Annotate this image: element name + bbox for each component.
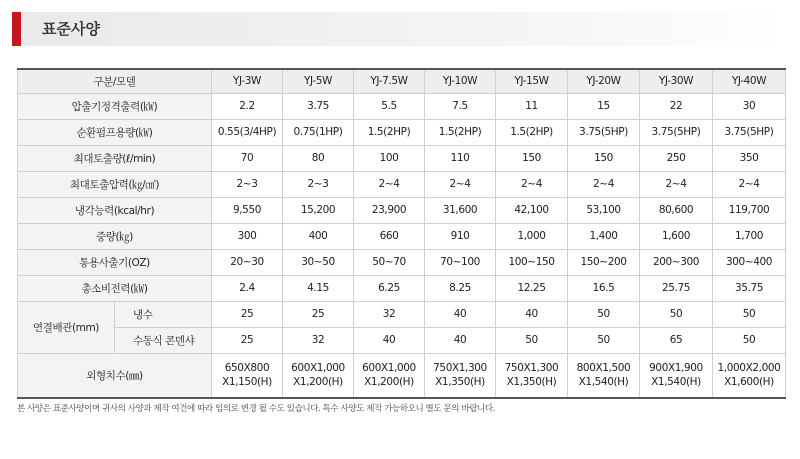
table-cell: 12.25 bbox=[496, 275, 568, 301]
table-row bbox=[18, 275, 786, 301]
dimension-line: X1,200(H) bbox=[293, 376, 343, 389]
table-cell: 53,100 bbox=[568, 197, 640, 223]
table-cell: 2~3 bbox=[212, 171, 283, 197]
table-cell: 25 bbox=[283, 301, 354, 327]
table-row bbox=[18, 197, 786, 223]
dimension-line: X1,350(H) bbox=[435, 376, 485, 389]
table-cell: 3.75(5HP) bbox=[640, 119, 713, 145]
section-title: 표준사양 bbox=[42, 20, 100, 38]
table-cell: 16.5 bbox=[568, 275, 640, 301]
table-cell: 40 bbox=[425, 301, 496, 327]
dimension-line: 650X800 bbox=[224, 362, 270, 375]
table-row bbox=[18, 327, 786, 353]
table-row bbox=[18, 223, 786, 249]
table-cell: 42,100 bbox=[496, 197, 568, 223]
model-header: YJ-7.5W bbox=[354, 69, 425, 93]
dimension-line: 800X1,500 bbox=[576, 362, 631, 375]
table-cell: 200~300 bbox=[640, 249, 713, 275]
table-cell bbox=[212, 353, 283, 398]
table-cell bbox=[354, 353, 425, 398]
dimension-line: X1,600(H) bbox=[724, 376, 774, 389]
table-row bbox=[18, 249, 786, 275]
table-cell: 1.5(2HP) bbox=[354, 119, 425, 145]
table-cell bbox=[283, 353, 354, 398]
table-cell: 2.4 bbox=[212, 275, 283, 301]
table-row bbox=[18, 353, 786, 398]
connection-label: 연결배관(mm) bbox=[18, 301, 115, 353]
table-cell: 119,700 bbox=[713, 197, 786, 223]
model-header: YJ-20W bbox=[568, 69, 640, 93]
table-cell bbox=[568, 353, 640, 398]
dimension-line: X1,540(H) bbox=[651, 376, 701, 389]
table-cell: 5.5 bbox=[354, 93, 425, 119]
table-cell: 400 bbox=[283, 223, 354, 249]
table-cell: 32 bbox=[283, 327, 354, 353]
table-cell: 2~4 bbox=[496, 171, 568, 197]
model-header: YJ-5W bbox=[283, 69, 354, 93]
table-cell: 2~4 bbox=[354, 171, 425, 197]
table-cell: 15 bbox=[568, 93, 640, 119]
table-cell: 2~4 bbox=[425, 171, 496, 197]
model-header: YJ-3W bbox=[212, 69, 283, 93]
table-row bbox=[18, 301, 786, 327]
table-cell: 25.75 bbox=[640, 275, 713, 301]
title-accent-mark bbox=[12, 12, 21, 46]
table-cell: 20~30 bbox=[212, 249, 283, 275]
subrow-label: 수동식 콘덴샤 bbox=[115, 327, 212, 353]
table-cell: 660 bbox=[354, 223, 425, 249]
subrow-label: 냉수 bbox=[115, 301, 212, 327]
spec-table bbox=[17, 68, 786, 399]
table-header-row bbox=[18, 69, 786, 93]
dimension-line: 600X1,000 bbox=[291, 362, 345, 375]
table-cell: 50 bbox=[713, 327, 786, 353]
table-cell: 150 bbox=[568, 145, 640, 171]
dimension-line: X1,200(H) bbox=[364, 376, 414, 389]
table-cell: 0.55(3/4HP) bbox=[212, 119, 283, 145]
row-label: 최대토출량(ℓ/min) bbox=[18, 145, 212, 171]
model-header: YJ-15W bbox=[496, 69, 568, 93]
section-title-bar bbox=[12, 12, 788, 46]
table-cell: 150 bbox=[496, 145, 568, 171]
dimension-line: X1,350(H) bbox=[506, 376, 557, 389]
table-cell bbox=[425, 353, 496, 398]
footnote: 본 사양은 표준사양이며 귀사의 사양과 제작 여건에 따라 임의로 변경 될 수도 있습니다. 특수 사양도 제작 가능하오니 별도 문의 바랍니다. bbox=[17, 404, 495, 414]
table-cell: 2~3 bbox=[283, 171, 354, 197]
table-cell: 910 bbox=[425, 223, 496, 249]
table-cell: 1,600 bbox=[640, 223, 713, 249]
dimension-line: 750X1,300 bbox=[504, 362, 559, 375]
table-cell bbox=[496, 353, 568, 398]
row-label: 냉각능력(kcal/hr) bbox=[18, 197, 212, 223]
table-cell: 1,400 bbox=[568, 223, 640, 249]
table-cell: 23,900 bbox=[354, 197, 425, 223]
table-row bbox=[18, 119, 786, 145]
table-cell: 40 bbox=[425, 327, 496, 353]
row-label: 통용사출기(OZ) bbox=[18, 249, 212, 275]
table-row bbox=[18, 171, 786, 197]
header-label: 구분/모델 bbox=[18, 69, 212, 93]
table-cell: 32 bbox=[354, 301, 425, 327]
table-cell: 250 bbox=[640, 145, 713, 171]
model-header: YJ-30W bbox=[640, 69, 713, 93]
model-header: YJ-40W bbox=[713, 69, 786, 93]
table-cell: 80,600 bbox=[640, 197, 713, 223]
table-cell: 35.75 bbox=[713, 275, 786, 301]
table-cell: 50 bbox=[496, 327, 568, 353]
table-cell: 3.75(5HP) bbox=[713, 119, 786, 145]
table-cell: 40 bbox=[354, 327, 425, 353]
table-row bbox=[18, 145, 786, 171]
dimension-line: 900X1,900 bbox=[649, 362, 703, 375]
row-label: 외형치수(㎜) bbox=[18, 353, 212, 398]
table-cell bbox=[713, 353, 786, 398]
table-cell: 100 bbox=[354, 145, 425, 171]
dimension-line: 600X1,000 bbox=[362, 362, 416, 375]
row-label: 중량(㎏) bbox=[18, 223, 212, 249]
dimension-line: 1,000X2,000 bbox=[717, 362, 781, 375]
table-cell: 80 bbox=[283, 145, 354, 171]
model-header: YJ-10W bbox=[425, 69, 496, 93]
dimension-line: X1,540(H) bbox=[578, 376, 629, 389]
table-cell: 31,600 bbox=[425, 197, 496, 223]
row-label: 총소비전력(㎾) bbox=[18, 275, 212, 301]
dimension-line: X1,150(H) bbox=[222, 376, 272, 389]
row-label: 순환펌프용량(㎾) bbox=[18, 119, 212, 145]
table-cell: 30~50 bbox=[283, 249, 354, 275]
table-cell: 350 bbox=[713, 145, 786, 171]
table-cell: 300 bbox=[212, 223, 283, 249]
table-cell: 1.5(2HP) bbox=[425, 119, 496, 145]
table-cell: 1.5(2HP) bbox=[496, 119, 568, 145]
dimension-line: 750X1,300 bbox=[433, 362, 487, 375]
table-cell: 70 bbox=[212, 145, 283, 171]
row-label: 최대토출압력(㎏/㎠) bbox=[18, 171, 212, 197]
row-label: 압출기정격출력(㎾) bbox=[18, 93, 212, 119]
table-cell: 2~4 bbox=[640, 171, 713, 197]
table-cell: 11 bbox=[496, 93, 568, 119]
table-cell: 1,700 bbox=[713, 223, 786, 249]
table-cell: 50 bbox=[568, 327, 640, 353]
table-cell: 100~150 bbox=[496, 249, 568, 275]
table-cell: 0.75(1HP) bbox=[283, 119, 354, 145]
table-row bbox=[18, 93, 786, 119]
table-cell: 150~200 bbox=[568, 249, 640, 275]
table-cell: 3.75(5HP) bbox=[568, 119, 640, 145]
table-cell: 3.75 bbox=[283, 93, 354, 119]
table-cell: 6.25 bbox=[354, 275, 425, 301]
table-cell: 25 bbox=[212, 301, 283, 327]
table-cell bbox=[640, 353, 713, 398]
table-cell: 40 bbox=[496, 301, 568, 327]
table-cell: 7.5 bbox=[425, 93, 496, 119]
table-cell: 65 bbox=[640, 327, 713, 353]
table-cell: 50 bbox=[568, 301, 640, 327]
table-cell: 22 bbox=[640, 93, 713, 119]
table-cell: 25 bbox=[212, 327, 283, 353]
table-cell: 70~100 bbox=[425, 249, 496, 275]
table-cell: 9,550 bbox=[212, 197, 283, 223]
table-cell: 110 bbox=[425, 145, 496, 171]
table-cell: 4.15 bbox=[283, 275, 354, 301]
table-cell: 50 bbox=[713, 301, 786, 327]
table-cell: 50 bbox=[640, 301, 713, 327]
table-cell: 300~400 bbox=[713, 249, 786, 275]
table-cell: 50~70 bbox=[354, 249, 425, 275]
table-cell: 15,200 bbox=[283, 197, 354, 223]
table-cell: 2~4 bbox=[568, 171, 640, 197]
table-cell: 8.25 bbox=[425, 275, 496, 301]
table-cell: 2~4 bbox=[713, 171, 786, 197]
table-cell: 30 bbox=[713, 93, 786, 119]
table-cell: 1,000 bbox=[496, 223, 568, 249]
table-cell: 2.2 bbox=[212, 93, 283, 119]
